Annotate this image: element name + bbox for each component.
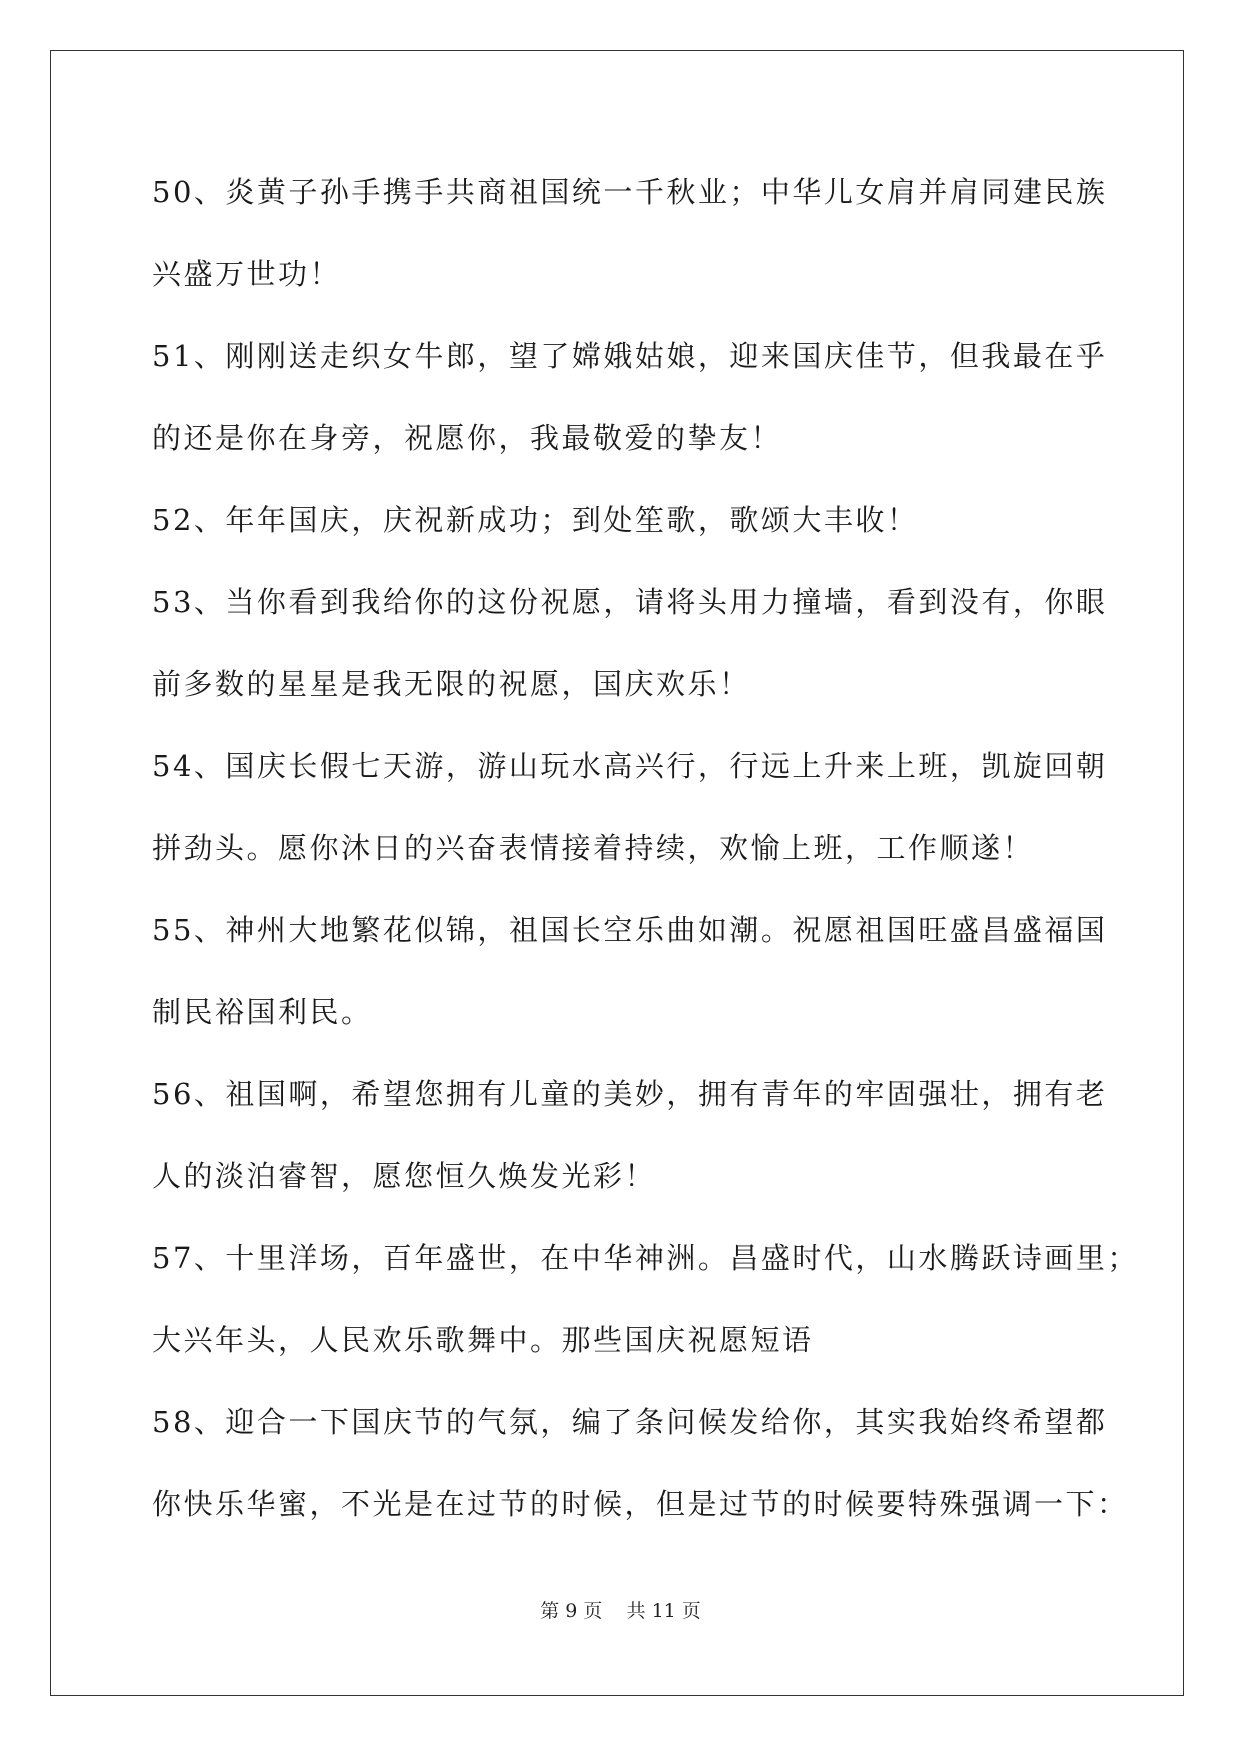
text-line: 的还是你在身旁，祝愿你，我最敬爱的挚友！	[152, 421, 783, 455]
text-line: 51、刚刚送走织女牛郎，望了嫦娥姑娘，迎来国庆佳节，但我最在乎	[152, 339, 1108, 373]
text-line: 你快乐华蜜，不光是在过节的时候，但是过节的时候要特殊强调一下：	[152, 1487, 1129, 1521]
text-line: 53、当你看到我给你的这份祝愿，请将头用力撞墙，看到没有，你眼	[152, 585, 1108, 619]
text-line: 拼劲头。愿你沐日的兴奋表情接着持续，欢愉上班，工作顺遂！	[152, 831, 1035, 865]
text-line: 57、十里洋场，百年盛世，在中华神洲。昌盛时代，山水腾跃诗画里；	[152, 1241, 1139, 1275]
text-line: 56、祖国啊，希望您拥有儿童的美妙，拥有青年的牢固强壮，拥有老	[152, 1077, 1108, 1111]
document-body	[152, 162, 1139, 1556]
text-line: 54、国庆长假七天游，游山玩水高兴行，行远上升来上班，凯旋回朝	[152, 749, 1108, 783]
text-line: 55、神州大地繁花似锦，祖国长空乐曲如潮。祝愿祖国旺盛昌盛福国	[152, 913, 1108, 947]
text-line: 58、迎合一下国庆节的气氛，编了条问候发给你，其实我始终希望都	[152, 1405, 1108, 1439]
text-line: 人的淡泊睿智，愿您恒久焕发光彩！	[152, 1159, 657, 1193]
text-line: 制民裕国利民。	[152, 995, 373, 1029]
text-line: 兴盛万世功！	[152, 257, 342, 291]
text-line: 前多数的星星是我无限的祝愿，国庆欢乐！	[152, 667, 751, 701]
text-line: 大兴年头，人民欢乐歌舞中。那些国庆祝愿短语	[152, 1323, 814, 1357]
text-line: 52、年年国庆，庆祝新成功；到处笙歌，歌颂大丰收！	[152, 503, 919, 537]
text-line: 50、炎黄子孙手携手共商祖国统一千秋业；中华儿女肩并肩同建民族	[152, 175, 1108, 209]
page-number-footer: 第 9 页 共 11 页	[540, 1600, 701, 1622]
